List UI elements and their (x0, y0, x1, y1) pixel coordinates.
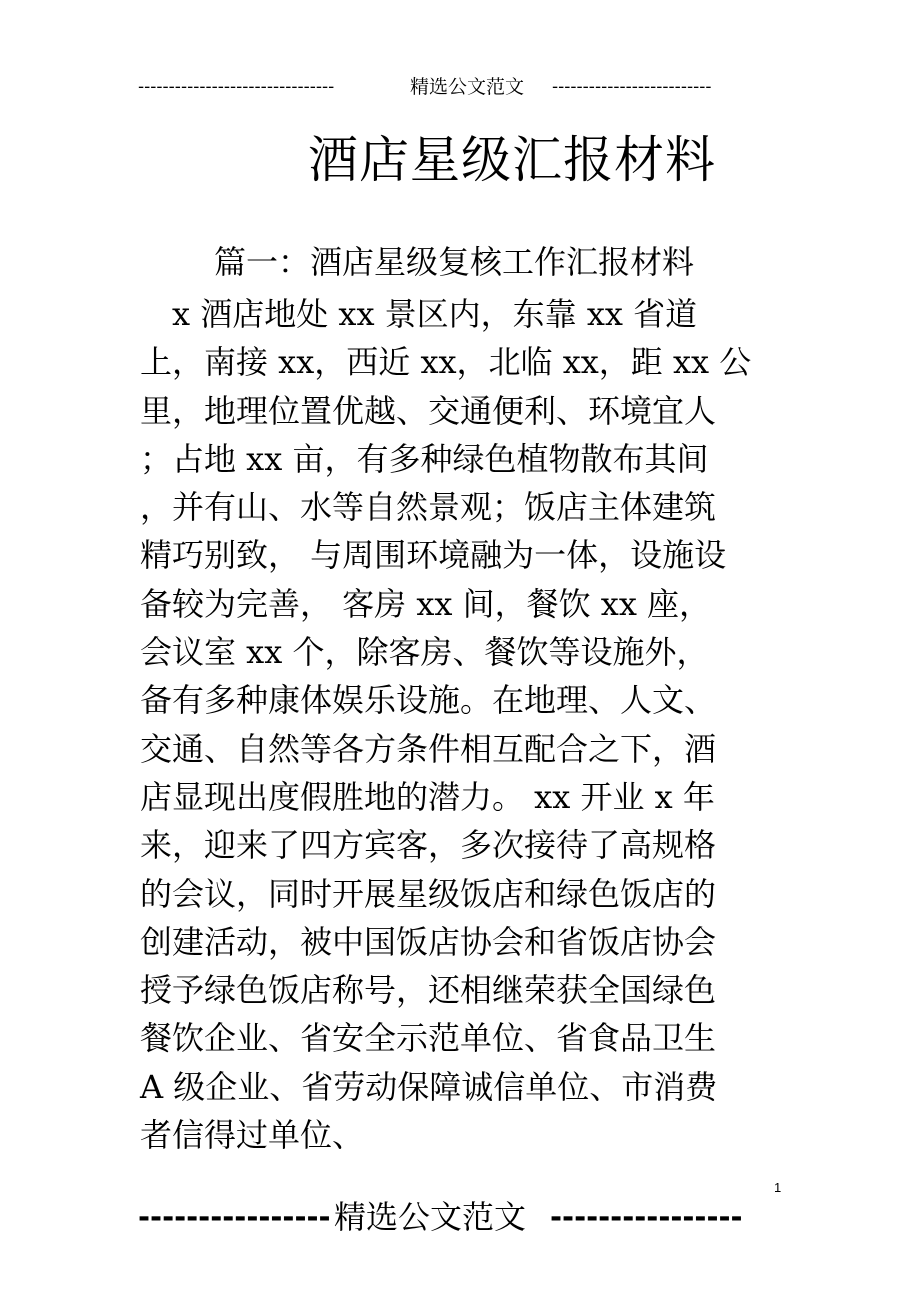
body-paragraph (140, 290, 780, 1159)
footer-dash-left: ---------------- (138, 1200, 331, 1234)
body-line: 交通、自然等各方条件相互配合之下，酒 (140, 729, 717, 768)
body-line: 餐饮企业、省安全示范单位、省食品卫生 (140, 1019, 717, 1058)
body-line: 备有多种康体娱乐设施。在地理、人文、 (140, 681, 717, 720)
section-heading: 篇一：酒店星级复核工作汇报材料 (214, 243, 695, 281)
header-dash-left: -------------------------------- (138, 77, 335, 97)
body-line: 来，迎来了四方宾客，多次接待了高规格 (140, 826, 717, 865)
page-number: 1 (774, 1180, 782, 1195)
body-line: 精巧别致， 与周围环境融为一体，设施设 (140, 536, 727, 575)
body-line: ；占地 xx 亩，有多种绿色植物散布其间 (140, 439, 709, 478)
body-line: 里，地理位置优越、交通便利、环境宜人 (140, 391, 717, 430)
page-footer (138, 1192, 748, 1242)
document-title: 酒店星级汇报材料 (308, 131, 716, 189)
body-line: 创建活动，被中国饭店协会和省饭店协会 (140, 922, 717, 961)
body-line: 上，南接 xx，西近 xx，北临 xx，距 xx 公 (140, 343, 752, 382)
header-label: 精选公文范文 (410, 76, 525, 98)
body-line: ，并有山、水等自然景观；饭店主体建筑 (140, 488, 717, 527)
body-line: A 级企业、省劳动保障诚信单位、市消费 (140, 1067, 718, 1106)
header-dash-right: -------------------------- (552, 77, 712, 97)
body-line: x 酒店地处 xx 景区内，东靠 xx 省道 (140, 295, 698, 333)
body-line: 备较为完善， 客房 xx 间，餐饮 xx 座， (140, 584, 712, 623)
page-header (138, 72, 748, 102)
body-line: 会议室 xx 个，除客房、餐饮等设施外， (140, 633, 709, 672)
body-line: 的会议，同时开展星级饭店和绿色饭店的 (140, 874, 717, 913)
body-line: 店显现出度假胜地的潜力。 xx 开业 x 年 (140, 777, 715, 816)
body-line: 授予绿色饭店称号，还相继荣获全国绿色 (140, 971, 717, 1010)
footer-label: 精选公文范文 (334, 1198, 527, 1236)
footer-dash-right: ---------------- (550, 1200, 743, 1234)
body-line: 者信得过单位、 (140, 1116, 365, 1155)
